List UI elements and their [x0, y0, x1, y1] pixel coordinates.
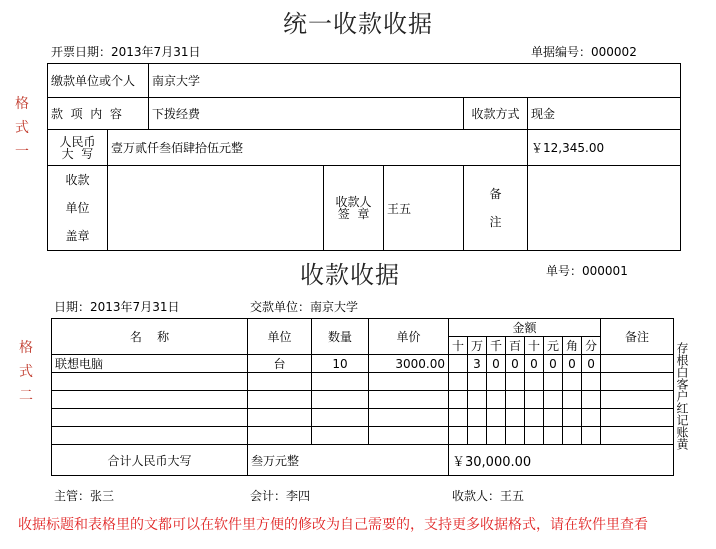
date-label: 开票日期： [51, 45, 112, 59]
item-digit-cell[interactable] [563, 391, 582, 409]
total-figure-field[interactable]: ￥30,000.00 [449, 445, 674, 476]
number-label: 单据编号： [531, 45, 592, 59]
header-unit: 单位 [248, 319, 312, 355]
stamp-area[interactable] [108, 166, 324, 251]
item-digit-cell[interactable] [487, 409, 506, 427]
item-qty-cell[interactable]: 10 [312, 355, 369, 373]
date-value: 2013年7月31日 [90, 300, 180, 314]
item-digit-cell[interactable] [544, 409, 563, 427]
receipt2-date [54, 298, 179, 315]
table-row [52, 391, 674, 409]
number-value: 000002 [591, 45, 637, 59]
header-price: 单价 [369, 319, 449, 355]
item-price-cell[interactable]: 3000.00 [369, 355, 449, 373]
item-digit-cell[interactable]: 0 [525, 355, 544, 373]
item-digit-cell[interactable] [525, 427, 544, 445]
payee [452, 487, 524, 504]
accountant-value: 李四 [286, 489, 311, 503]
date-label: 日期： [54, 300, 91, 314]
item-digit-cell[interactable] [449, 373, 468, 391]
supervisor-value: 张三 [90, 489, 115, 503]
side-char: 格 [19, 340, 33, 356]
item-digit-cell[interactable] [487, 373, 506, 391]
receipt1-title: 统一收款收据 [283, 10, 433, 38]
side-char: 一 [15, 144, 29, 160]
item-digit-cell[interactable] [468, 373, 487, 391]
item-digit-cell[interactable] [506, 409, 525, 427]
amount-figure-field[interactable]: ￥12,345.00 [528, 130, 681, 166]
digit-header: 元 [544, 337, 563, 355]
item-name-cell[interactable]: 联想电脑 [52, 355, 248, 373]
item-digit-cell[interactable]: 0 [582, 355, 601, 373]
side-char: 式 [15, 120, 29, 136]
date-value: 2013年7月31日 [111, 45, 201, 59]
item-remark-cell[interactable] [601, 391, 674, 409]
number-value: 000001 [582, 264, 628, 278]
item-digit-cell[interactable] [582, 427, 601, 445]
digit-header: 千 [487, 337, 506, 355]
payer-value: 南京大学 [310, 300, 359, 314]
accountant [250, 487, 310, 504]
table-row [52, 373, 674, 391]
item-remark-cell[interactable] [601, 427, 674, 445]
table-row [52, 409, 674, 427]
item-digit-cell[interactable] [506, 427, 525, 445]
item-name-cell[interactable] [52, 391, 248, 409]
header-remark: 备注 [601, 319, 674, 355]
stamp-label [48, 166, 108, 251]
receipt2-number [546, 262, 628, 279]
receipt2-payer [250, 298, 358, 315]
item-qty-cell[interactable] [312, 409, 369, 427]
header-name: 名 称 [52, 319, 248, 355]
stamp-label-line: 单位 [65, 201, 90, 215]
item-unit-cell[interactable] [248, 427, 312, 445]
receipt1-table [47, 63, 681, 251]
digit-header: 十 [449, 337, 468, 355]
table-row [52, 427, 674, 445]
item-price-cell[interactable] [369, 373, 449, 391]
remark-label-char: 注 [489, 215, 502, 229]
payer-field[interactable]: 南京大学 [149, 64, 681, 98]
item-digit-cell[interactable] [468, 409, 487, 427]
digit-header: 十 [525, 337, 544, 355]
copy-note: 存根白客户红记账黄 [675, 342, 689, 450]
total-words-field[interactable]: 叁万元整 [248, 445, 449, 476]
receipt2-table [51, 318, 674, 476]
item-digit-cell[interactable] [525, 391, 544, 409]
item-unit-cell[interactable]: 台 [248, 355, 312, 373]
receipt2-title: 收款收据 [300, 261, 400, 289]
item-digit-cell[interactable]: 0 [544, 355, 563, 373]
item-digit-cell[interactable]: 0 [563, 355, 582, 373]
item-digit-cell[interactable] [544, 391, 563, 409]
method-field[interactable]: 现金 [528, 98, 681, 130]
format1-side-label [13, 92, 31, 164]
item-digit-cell[interactable] [506, 373, 525, 391]
digit-header: 分 [582, 337, 601, 355]
supervisor [54, 487, 114, 504]
item-name-cell[interactable] [52, 409, 248, 427]
receipt1-number [531, 43, 637, 60]
item-name-cell[interactable] [52, 427, 248, 445]
rmb-label [48, 130, 108, 166]
item-remark-cell[interactable] [601, 409, 674, 427]
stamp-label-line: 盖章 [65, 229, 90, 243]
rmb-label-top: 人民币 [59, 134, 96, 149]
payee-sign-bottom: 签 章 [337, 207, 370, 221]
header-amount: 金额 [449, 319, 601, 337]
receipt1-date [51, 43, 200, 60]
item-unit-cell[interactable] [248, 391, 312, 409]
item-digit-cell[interactable] [449, 427, 468, 445]
payee-sign-label [324, 166, 384, 251]
rmb-label-bottom: 大 写 [61, 146, 94, 161]
item-digit-cell[interactable]: 0 [506, 355, 525, 373]
item-field[interactable]: 下拨经费 [149, 98, 464, 130]
item-digit-cell[interactable] [525, 409, 544, 427]
format2-side-label [17, 336, 35, 408]
number-label: 单号： [546, 264, 583, 278]
accountant-label: 会计： [250, 489, 287, 503]
notice-text: 收据标题和表格里的文都可以在软件里方便的修改为自己需要的，支持更多收据格式，请在软件里查看 [18, 517, 648, 533]
amount-words-field[interactable]: 壹万贰仟叁佰肆拾伍元整 [108, 130, 528, 166]
item-digit-cell[interactable] [544, 373, 563, 391]
item-digit-cell[interactable] [582, 409, 601, 427]
item-digit-cell[interactable] [506, 391, 525, 409]
side-char: 式 [19, 364, 33, 380]
remark-label-char: 备 [489, 187, 502, 201]
item-digit-cell[interactable] [449, 409, 468, 427]
item-digit-cell[interactable] [449, 355, 468, 373]
item-qty-cell[interactable] [312, 427, 369, 445]
payee-label: 收款人： [452, 489, 501, 503]
item-digit-cell[interactable] [449, 391, 468, 409]
item-digit-cell[interactable] [487, 427, 506, 445]
supervisor-label: 主管： [54, 489, 91, 503]
item-digit-cell[interactable] [468, 391, 487, 409]
item-digit-cell[interactable] [563, 427, 582, 445]
item-digit-cell[interactable] [525, 373, 544, 391]
stamp-label-line: 收款 [65, 173, 90, 187]
item-unit-cell[interactable] [248, 409, 312, 427]
method-label: 收款方式 [464, 98, 528, 130]
item-digit-cell[interactable] [582, 373, 601, 391]
item-label: 款 项 内 容 [48, 98, 149, 130]
item-digit-cell[interactable] [563, 409, 582, 427]
total-label: 合计人民币大写 [52, 445, 248, 476]
item-remark-cell[interactable] [601, 373, 674, 391]
payee-field[interactable]: 王五 [384, 166, 464, 251]
side-char: 格 [15, 96, 29, 112]
remark-field[interactable] [528, 166, 681, 251]
item-digit-cell[interactable]: 3 [468, 355, 487, 373]
header-qty: 数量 [312, 319, 369, 355]
payer-label: 缴款单位或个人 [48, 64, 149, 98]
item-digit-cell[interactable] [468, 427, 487, 445]
remark-label [464, 166, 528, 251]
item-price-cell[interactable] [369, 427, 449, 445]
item-price-cell[interactable] [369, 391, 449, 409]
item-unit-cell[interactable] [248, 373, 312, 391]
side-char: 二 [19, 388, 33, 404]
item-remark-cell[interactable] [601, 355, 674, 373]
table-row [52, 355, 674, 373]
item-digit-cell[interactable] [563, 373, 582, 391]
digit-header: 角 [563, 337, 582, 355]
digit-header: 万 [468, 337, 487, 355]
payee-sign-top: 收款人 [335, 195, 372, 209]
payee-value: 王五 [500, 489, 525, 503]
item-price-cell[interactable] [369, 409, 449, 427]
item-name-cell[interactable] [52, 373, 248, 391]
item-qty-cell[interactable] [312, 373, 369, 391]
item-qty-cell[interactable] [312, 391, 369, 409]
digit-header: 百 [506, 337, 525, 355]
item-digit-cell[interactable]: 0 [487, 355, 506, 373]
payer-label: 交款单位： [250, 300, 311, 314]
item-digit-cell[interactable] [487, 391, 506, 409]
item-digit-cell[interactable] [544, 427, 563, 445]
item-digit-cell[interactable] [582, 391, 601, 409]
